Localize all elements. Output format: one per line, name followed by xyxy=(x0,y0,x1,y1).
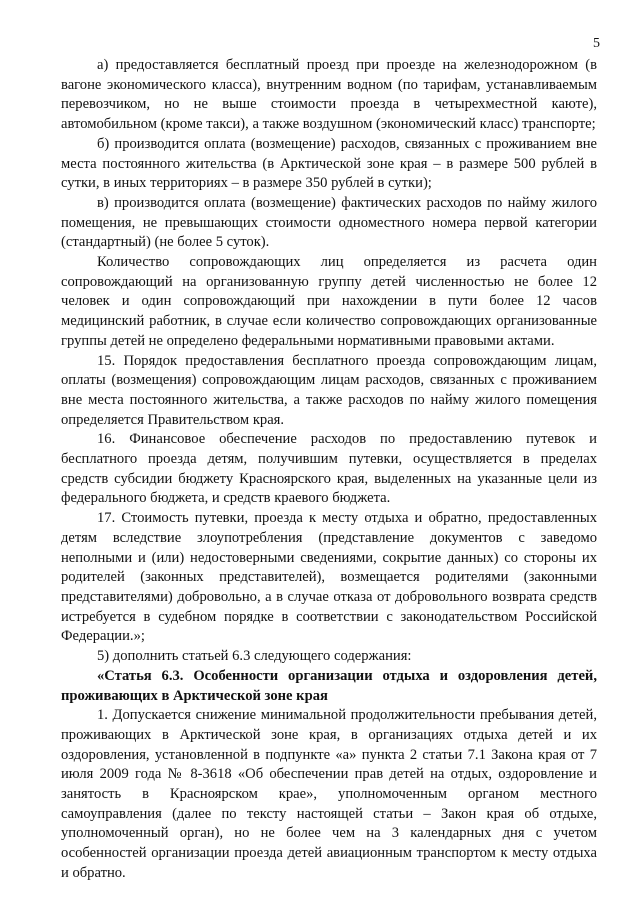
paragraph-amendment-5: 5) дополнить статьей 6.3 следующего содержания: xyxy=(97,648,412,665)
paragraph-escorts-count: Количество сопровождающих лиц определяется из расчета один сопровождающий на организованную группу детей численностью не более 12 человек и один сопровождающий при нахождении в пути более 12 часов медицинский работник, в случае если количество сопровождающих организованные группы детей не определено федеральными нормативными правовыми актами. xyxy=(61,254,597,349)
paragraph-15: 15. Порядок предоставления бесплатного проезда сопровождающим лицам, оплаты (возмещения) сопровождающим лицам расходов, связанных с проживанием вне места постоянного жительства, а также расходов по найму жилого помещения определяется Правительством края. xyxy=(61,352,597,428)
document-body xyxy=(61,56,597,884)
paragraph-a-free-travel: а) предоставляется бесплатный проезд при проезде на железнодорожном (в вагоне экономического класса), внутренним водном (по тарифам, устанавливаемым перевозчиком, но не выше стоимости проезда в четырехместной каюте), автомобильном (кроме такси), а также воздушном (экономический класс) транспорте; xyxy=(61,57,597,133)
article-6-3-point-1: 1. Допускается снижение минимальной продолжительности пребывания детей, проживающих в Арктической зоне края, в организациях отдыха детей и их оздоровления, установленной в подпункте «а» пункта 2 статьи 7.1 Закона края от 7 июля 2009 года № 8-3618 «Об обеспечении прав детей на отдых, оздоровление и занятость в Красноярском крае», уполномоченным органом местного самоуправления (далее по тексту настоящей статьи – Закон края об отдыхе, уполномоченный орган), но не более чем на 3 календарных дня с учетом особенностей организации проезда детей авиационным транспортом к месту отдыха и обратно. xyxy=(61,707,597,881)
paragraph-b-accommodation: б) производится оплата (возмещение) расходов, связанных с проживанием вне места постоянного жительства (в Арктической зоне края – в размере 500 рублей в сутки, в иных территориях – в размере 350 рублей в сутки); xyxy=(61,135,597,192)
paragraph-16: 16. Финансовое обеспечение расходов по предоставлению путевок и бесплатного проезда детям, получившим путевки, осуществляется в пределах средств субсидии бюджету Красноярского края, выделенных на указанные цели из федерального бюджета, и средств краевого бюджета. xyxy=(61,431,597,507)
paragraph-17: 17. Стоимость путевки, проезда к месту отдыха и обратно, предоставленных детям вследствие злоупотребления (представление документов с заведомо неполными и (или) недостоверными сведениями, сокрытие данных) со стороны их родителей (законных представителей), возмещается родителями (законными представителями) добровольно, а в случае отказа от добровольного возврата средств истребуется в судебном порядке в соответствии с законодательством Российской Федерации.»; xyxy=(61,510,597,645)
article-6-3-title: «Статья 6.3. Особенности организации отдыха и оздоровления детей, проживающих в Арктической зоне края xyxy=(61,667,597,704)
paragraph-v-housing-rent: в) производится оплата (возмещение) фактических расходов по найму жилого помещения, не превышающих стоимости одноместного номера первой категории (стандартный) (не более 5 суток). xyxy=(61,194,597,251)
page-number: 5 xyxy=(593,36,600,51)
